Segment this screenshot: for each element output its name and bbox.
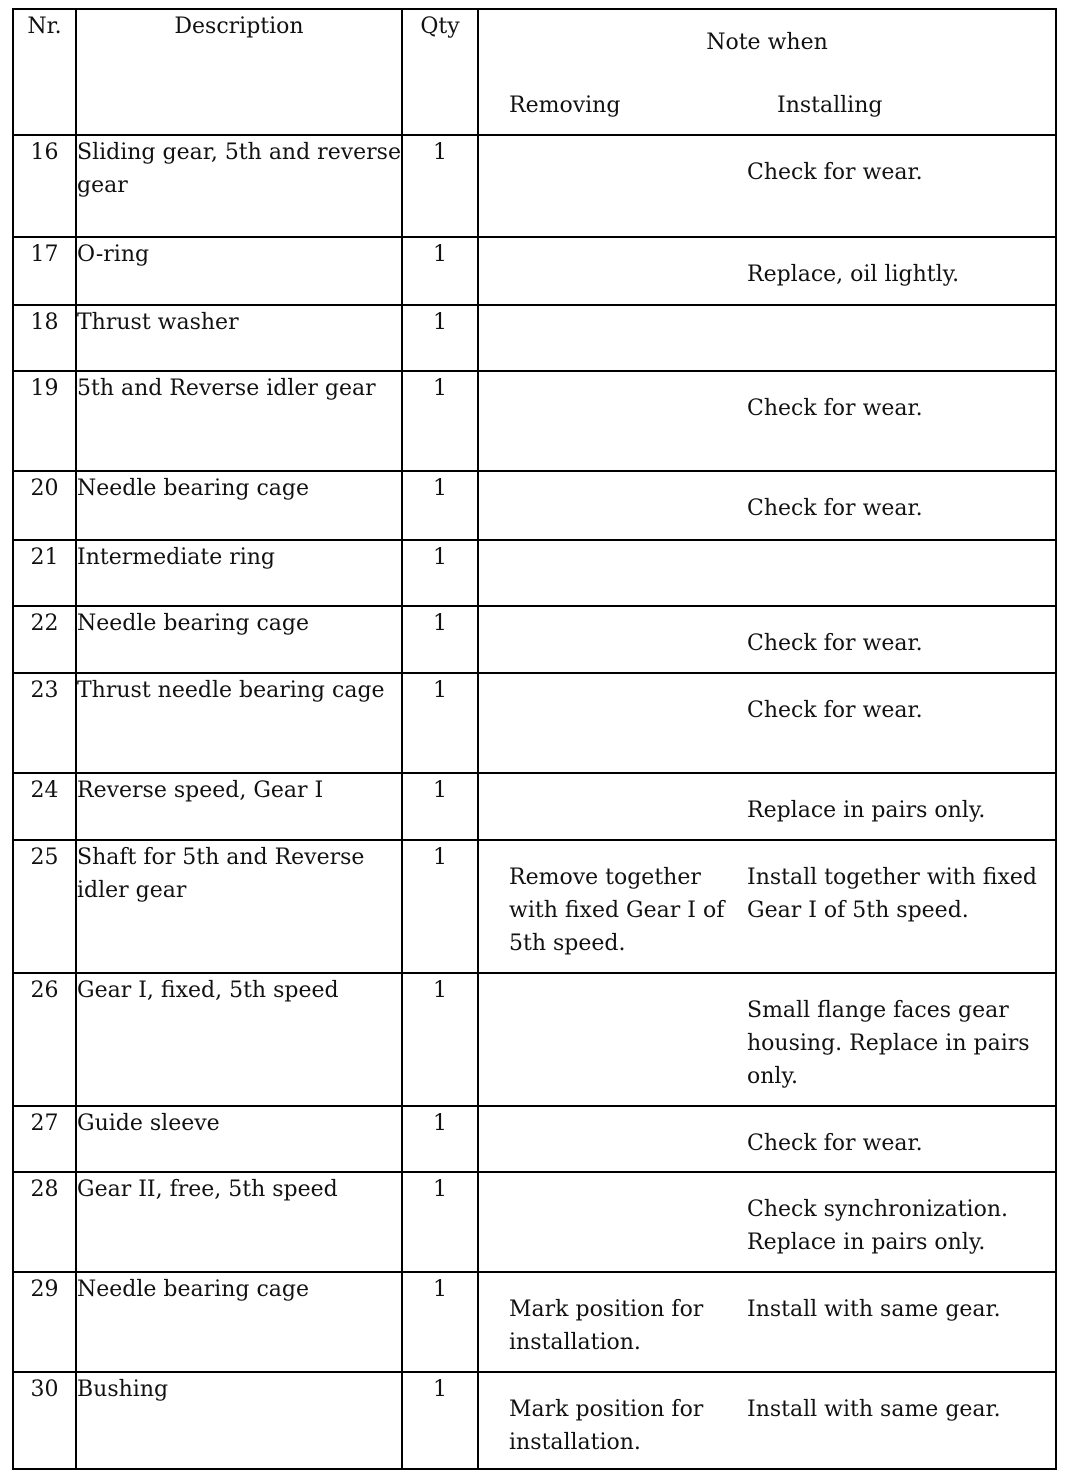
cell-qty: 1: [402, 973, 478, 1106]
cell-description: Gear II, free, 5th speed: [76, 1172, 402, 1272]
cell-nr: 22: [13, 606, 76, 673]
header-description: Description: [76, 9, 402, 135]
cell-qty: 1: [402, 1272, 478, 1372]
cell-installing: Install with same gear.: [747, 1397, 1001, 1422]
cell-note: [478, 773, 1056, 840]
cell-note: [478, 471, 1056, 540]
cell-description: Thrust needle bearing cage: [76, 673, 402, 773]
cell-removing: [479, 1127, 747, 1160]
cell-nr: 18: [13, 305, 76, 371]
cell-note: [478, 973, 1056, 1106]
table-row: [13, 1106, 1056, 1172]
cell-qty: 1: [402, 1172, 478, 1272]
cell-installing: Install with same gear.: [747, 1297, 1001, 1322]
cell-removing: Remove together with fixed Gear I of 5th speed.: [509, 865, 725, 956]
cell-description: Guide sleeve: [76, 1106, 402, 1172]
parts-table: [12, 8, 1057, 1470]
cell-nr: 30: [13, 1372, 76, 1469]
cell-nr: 17: [13, 237, 76, 305]
cell-installing: Check for wear.: [747, 698, 923, 723]
table-row: [13, 840, 1056, 973]
header-note-when-title: Note when: [706, 30, 828, 55]
cell-qty: 1: [402, 237, 478, 305]
cell-qty: 1: [402, 305, 478, 371]
cell-note: [478, 673, 1056, 773]
cell-installing: Check synchronization. Replace in pairs only.: [747, 1197, 1009, 1255]
cell-nr: 20: [13, 471, 76, 540]
table-row: [13, 973, 1056, 1106]
cell-description: Thrust washer: [76, 305, 402, 371]
cell-qty: 1: [402, 371, 478, 471]
table-row: [13, 540, 1056, 606]
cell-qty: 1: [402, 673, 478, 773]
header-nr: Nr.: [13, 9, 76, 135]
cell-installing: Replace in pairs only.: [747, 798, 986, 823]
cell-nr: 27: [13, 1106, 76, 1172]
cell-description: Sliding gear, 5th and reverse gear: [76, 135, 402, 237]
table-row: [13, 371, 1056, 471]
cell-description: Needle bearing cage: [76, 471, 402, 540]
cell-description: 5th and Reverse idler gear: [76, 371, 402, 471]
cell-note: [478, 237, 1056, 305]
cell-removing: [479, 627, 747, 660]
header-qty: Qty: [402, 9, 478, 135]
cell-description: Reverse speed, Gear I: [76, 773, 402, 840]
cell-description: Intermediate ring: [76, 540, 402, 606]
cell-note: [478, 1272, 1056, 1372]
cell-description: Needle bearing cage: [76, 606, 402, 673]
table-row: [13, 135, 1056, 237]
cell-qty: 1: [402, 606, 478, 673]
table-row: [13, 471, 1056, 540]
cell-note: [478, 305, 1056, 371]
cell-note: [478, 540, 1056, 606]
table-row: [13, 237, 1056, 305]
cell-note: [478, 1172, 1056, 1272]
cell-qty: 1: [402, 1106, 478, 1172]
cell-nr: 16: [13, 135, 76, 237]
cell-removing: Mark position for installation.: [509, 1397, 704, 1455]
cell-nr: 23: [13, 673, 76, 773]
table-row: [13, 1172, 1056, 1272]
cell-description: Bushing: [76, 1372, 402, 1469]
cell-note: [478, 1106, 1056, 1172]
cell-note: [478, 840, 1056, 973]
header-note-when: [478, 9, 1056, 135]
cell-nr: 28: [13, 1172, 76, 1272]
cell-qty: 1: [402, 840, 478, 973]
cell-removing: [479, 794, 747, 827]
cell-removing: [479, 492, 747, 525]
cell-installing: Check for wear.: [747, 396, 923, 421]
table-row: [13, 773, 1056, 840]
cell-installing: Check for wear.: [747, 160, 923, 185]
cell-installing: Replace, oil lightly.: [747, 262, 960, 287]
cell-nr: 29: [13, 1272, 76, 1372]
cell-installing: Check for wear.: [747, 631, 923, 656]
cell-removing: [479, 694, 747, 727]
cell-removing: [479, 1193, 747, 1259]
cell-qty: 1: [402, 471, 478, 540]
cell-removing: [479, 156, 747, 189]
cell-installing: Small flange faces gear housing. Replace in pairs only.: [747, 998, 1030, 1089]
table-row: [13, 1272, 1056, 1372]
table-row: [13, 305, 1056, 371]
cell-nr: 19: [13, 371, 76, 471]
cell-description: O-ring: [76, 237, 402, 305]
cell-qty: 1: [402, 135, 478, 237]
cell-description: Shaft for 5th and Reverse idler gear: [76, 840, 402, 973]
cell-nr: 25: [13, 840, 76, 973]
cell-note: [478, 371, 1056, 471]
cell-removing: [479, 258, 747, 291]
cell-installing: Check for wear.: [747, 1131, 923, 1156]
header-row: [13, 9, 1056, 135]
cell-description: Gear I, fixed, 5th speed: [76, 973, 402, 1106]
cell-removing: Mark position for installation.: [509, 1297, 704, 1355]
cell-qty: 1: [402, 1372, 478, 1469]
cell-installing: Install together with fixed Gear I of 5th speed.: [747, 865, 1037, 923]
cell-qty: 1: [402, 540, 478, 606]
cell-removing: [479, 994, 747, 1093]
header-removing: Removing: [509, 93, 621, 118]
table-row: [13, 606, 1056, 673]
cell-description: Needle bearing cage: [76, 1272, 402, 1372]
header-installing: Installing: [777, 93, 883, 118]
cell-nr: 26: [13, 973, 76, 1106]
cell-note: [478, 606, 1056, 673]
cell-note: [478, 1372, 1056, 1469]
table-row: [13, 1372, 1056, 1469]
cell-note: [478, 135, 1056, 237]
cell-nr: 24: [13, 773, 76, 840]
cell-nr: 21: [13, 540, 76, 606]
table-row: [13, 673, 1056, 773]
cell-removing: [479, 392, 747, 425]
cell-qty: 1: [402, 773, 478, 840]
cell-installing: Check for wear.: [747, 496, 923, 521]
